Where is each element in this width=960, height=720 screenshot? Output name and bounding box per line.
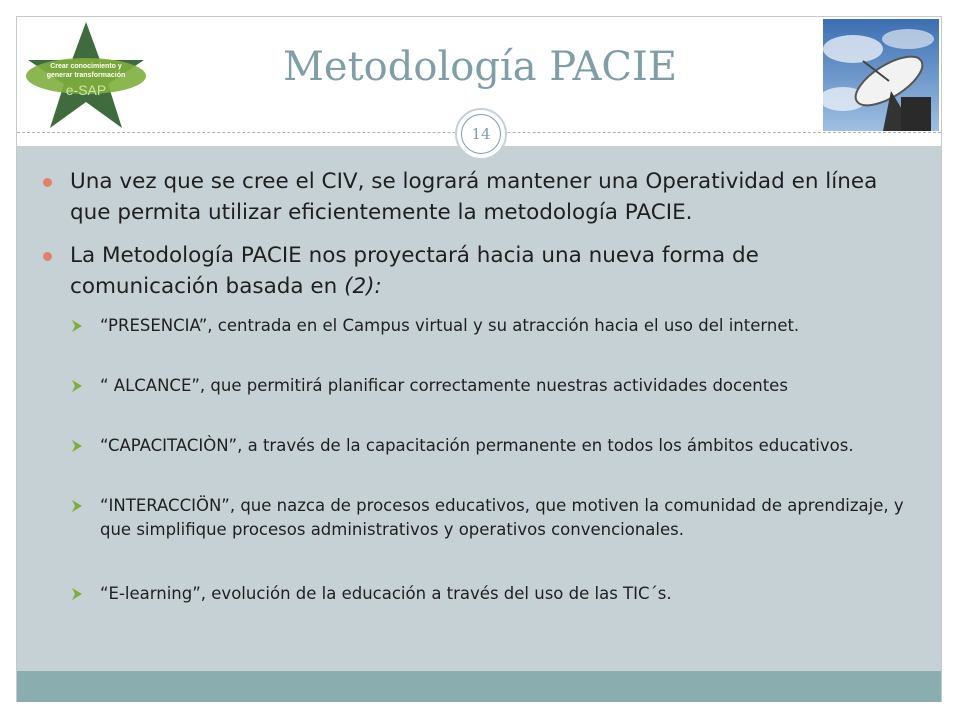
bullet-2: [70, 240, 890, 302]
bullet-1-text: Una vez que se cree el CIV, se logrará mantener una Operatividad en línea que permita utilizar eficientemente la metodología PACIE.: [70, 169, 878, 225]
subitem-interaccion: [100, 494, 912, 542]
page-number-badge: [455, 108, 507, 160]
arrow-bullet-icon: [70, 587, 84, 601]
subitem-text: “ ALCANCE”, que permitirá planificar correctamente nuestras actividades docentes: [100, 376, 788, 395]
footer-bar: [17, 671, 941, 702]
subitem-presencia: [100, 314, 900, 338]
subitem-capacitacion: [100, 434, 910, 458]
bullet-2-emphasis: (2):: [344, 274, 382, 299]
logo-tagline-2: generar transformación: [46, 72, 126, 79]
arrow-bullet-icon: [70, 319, 84, 333]
arrow-bullet-icon: [70, 499, 84, 513]
subitem-elearning: [100, 582, 900, 606]
subitem-text: “E-learning”, evolución de la educación a través del uso de las TIC´s.: [100, 584, 672, 603]
subitem-alcance: [100, 374, 880, 398]
arrow-bullet-icon: [70, 439, 84, 453]
logo-tagline-1: Crear conocimiento y: [50, 63, 122, 70]
page-number: 14: [461, 114, 501, 154]
logo-brand: e-SAP: [65, 82, 107, 98]
slide-title: Metodología PACIE: [282, 44, 678, 90]
bullet-dot-icon: [43, 178, 52, 187]
bullet-1: [70, 166, 890, 228]
subitem-text: “PRESENCIA”, centrada en el Campus virtual y su atracción hacia el uso del internet.: [100, 316, 800, 335]
bullet-dot-icon: [43, 252, 52, 261]
subitem-text: “CAPACITACIÒN”, a través de la capacitación permanente en todos los ámbitos educativos.: [100, 436, 854, 455]
arrow-bullet-icon: [70, 379, 84, 393]
subitem-text: “INTERACCIÖN”, que nazca de procesos educativos, que motiven la comunidad de aprendizaje, y que simplifique procesos administrativos y operativos convencionales.: [100, 496, 904, 539]
bullet-2-text: La Metodología PACIE nos proyectará hacia una nueva forma de comunicación basada en: [70, 243, 759, 299]
